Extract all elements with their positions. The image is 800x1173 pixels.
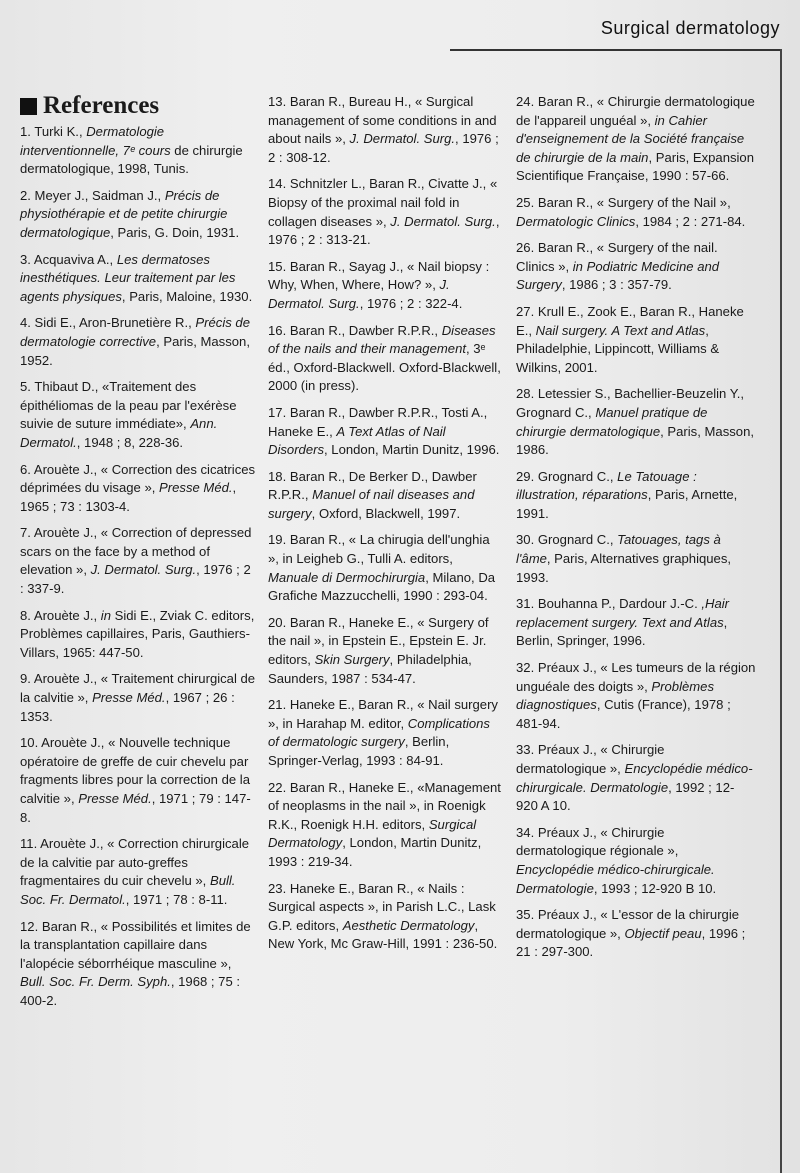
reference-text-part: 1. Turki K., <box>20 124 87 139</box>
reference-text-part: 22. Baran R., Haneke E., «Management of neoplasms in the nail », in Roenigk R.K., Roenigk H.H. editors, <box>268 779 501 832</box>
reference-text-part: 2. Meyer J., Saidman J., <box>20 187 165 203</box>
reference-text-part: 27. Krull E., Zook E., Baran R., Haneke E., <box>516 303 744 338</box>
reference-italic-part: Complications of dermatologic surgery <box>268 715 490 750</box>
reference-entry <box>516 741 756 815</box>
reference-text-part: 5. Thibaut D., «Traitement des épithéliomas de la peau par l'exérèse suivie de suture immédiate», <box>20 379 237 432</box>
reference-text-part: 33. Préaux J., « Chirurgie dermatologique », <box>516 742 665 776</box>
reference-entry <box>268 258 504 314</box>
reference-entry <box>20 734 256 827</box>
reference-text-part: 26. Baran R., « Surgery of the nail. Clinics », <box>516 240 718 274</box>
reference-text-part: 9. Arouète J., « Traitement chirurgical de la calvitie », <box>20 671 256 706</box>
reference-text-part: , Paris, Arnette, 1991. <box>516 487 738 521</box>
reference-text-part: , 3ᵉ éd., Oxford-Blackwell. Oxford-Blackwell, 2000 (in press). <box>268 341 501 394</box>
reference-entry <box>268 93 504 167</box>
reference-italic-part: Problèmes diagnostiques <box>516 678 715 713</box>
reference-text-part: , 1996 ; 21 : 297-300. <box>516 925 746 960</box>
reference-italic-part: Skin Surgery <box>314 652 390 668</box>
reference-italic-part: in <box>100 607 111 623</box>
reference-italic-part: Précis de physiothérapie et de petite chirurgie dermatologique <box>20 187 228 240</box>
reference-text-part: , 1976 ; 2 : 308-12. <box>268 131 499 165</box>
reference-italic-part: J. Dermatol. Surg. <box>390 213 496 229</box>
reference-list <box>268 93 504 954</box>
reference-italic-part: Précis de dermatologie corrective <box>20 315 250 349</box>
reference-text-part: , Paris, Masson, 1986. <box>516 423 754 458</box>
reference-entry <box>20 670 256 726</box>
reference-entry <box>516 468 756 524</box>
reference-text-part: , Philadelphia, Saunders, 1987 : 534-47. <box>268 652 472 686</box>
reference-text-part: 3. Acquaviva A., <box>20 251 117 267</box>
reference-italic-part: Bull. Soc. Fr. Dermatol. <box>20 873 236 907</box>
reference-entry <box>268 531 504 605</box>
reference-text-part: 14. Schnitzler L., Baran R., Civatte J., « Biopsy of the proximal nail fold in collagen diseases », <box>268 176 498 229</box>
reference-entry <box>516 93 756 186</box>
references-column-2 <box>268 93 504 962</box>
reference-italic-part: Tatouages, tags à l'âme <box>516 532 721 567</box>
reference-italic-part: in Podiatric Medicine and Surgery <box>516 258 720 293</box>
reference-text-part: , Paris, Expansion Scientifique Française, 1990 : 57-66. <box>516 149 754 184</box>
reference-entry <box>516 239 756 295</box>
reference-italic-part: Encyclopédie médico-chirurgicale. Dermatologie <box>516 861 715 896</box>
reference-entry <box>268 696 504 770</box>
reference-italic-part: Dermatologic Clinics <box>516 213 636 229</box>
reference-text-part: de chirurgie dermatologique, 1998, Tunis. <box>20 142 243 177</box>
references-column-3 <box>516 93 756 970</box>
reference-text-part: 20. Baran R., Haneke E., « Surgery of the nail », in Epstein E., Epstein E. Jr. editors, <box>268 614 489 668</box>
reference-entry <box>268 468 504 524</box>
reference-text-part: , Berlin, Springer-Verlag, 1993 : 84-91. <box>268 734 450 768</box>
reference-text-part: 31. Bouhanna P., Dardour J.-C. <box>516 596 702 612</box>
reference-text-part: , 1992 ; 12-920 A 10. <box>516 779 735 814</box>
reference-text-part: , Berlin, Springer, 1996. <box>516 614 728 649</box>
reference-text-part: , London, Martin Dunitz, 1993 : 219-34. <box>268 835 482 869</box>
reference-text-part: 23. Haneke E., Baran R., « Nails : Surgical aspects », in Parish L.C., Lask G.P. editors, <box>268 880 496 933</box>
reference-entry <box>20 524 256 598</box>
reference-italic-part: Aesthetic Dermatology <box>342 917 475 933</box>
reference-text-part: 28. Letessier S., Bachellier-Beuzelin Y., Grognard C., <box>516 386 745 420</box>
reference-italic-part: Manuel pratique de chirurgie dermatologique <box>516 404 708 439</box>
reference-text-part: 8. Arouète J., <box>20 607 101 623</box>
reference-entry <box>268 322 504 396</box>
reference-text-part: 15. Baran R., Sayag J., « Nail biopsy : Why, When, Where, How? », <box>268 258 490 293</box>
reference-italic-part: Objectif peau <box>624 925 702 941</box>
reference-text-part: , New York, Mc Graw-Hill, 1991 : 236-50. <box>268 917 498 952</box>
reference-text-part: 19. Baran R., « La chirugia dell'unghia », in Leigheb G., Tulli A. editors, <box>268 532 490 567</box>
reference-text-part: 34. Préaux J., « Chirurgie dermatologique régionale », <box>516 824 679 859</box>
reference-text-part: , 1968 ; 75 : 400-2. <box>20 974 241 1008</box>
reference-text-part: 16. Baran R., Dawber R.P.R., <box>268 322 442 338</box>
reference-text-part: , 1984 ; 2 : 271-84. <box>635 213 746 229</box>
reference-italic-part: Bull. Soc. Fr. Derm. Syph. <box>20 974 171 990</box>
reference-entry <box>516 824 756 898</box>
reference-text-part: , 1976 ; 2 : 313-21. <box>268 213 500 248</box>
reference-entry <box>268 779 504 872</box>
reference-text-part: , Paris, Maloine, 1930. <box>121 288 253 304</box>
reference-entry <box>268 614 504 688</box>
reference-entry <box>516 906 756 962</box>
reference-text-part: , Milano, Da Grafiche Mazzucchelli, 1990 : 293-04. <box>268 569 496 604</box>
reference-italic-part: A Text Atlas of Nail Disorders <box>268 423 446 458</box>
reference-entry <box>20 378 256 452</box>
reference-italic-part: Surgical Dermatology <box>268 816 477 851</box>
reference-italic-part: Presse Méd. <box>159 480 233 496</box>
reference-list <box>20 123 256 1011</box>
reference-text-part: 18. Baran R., De Berker D., Dawber R.P.R., <box>268 468 477 503</box>
reference-entry <box>20 835 256 909</box>
reference-italic-part: ,Hair replacement surgery. Text and Atlas <box>516 596 730 630</box>
reference-entry <box>516 595 756 651</box>
reference-text-part: , 1965 ; 73 : 1303-4. <box>20 480 237 514</box>
running-head: Surgical dermatology <box>600 18 780 38</box>
reference-entry <box>20 314 256 370</box>
reference-text-part: 10. Arouète J., « Nouvelle technique opératoire de greffe de cuir chevelu par fragments libres pour la correction de la calvitie », <box>20 735 250 806</box>
reference-entry <box>516 303 756 377</box>
reference-entry <box>20 123 256 179</box>
reference-text-part: , 1986 ; 3 : 357-79. <box>561 277 672 293</box>
reference-entry <box>516 531 756 587</box>
reference-text-part: , 1967 ; 26 : 1353. <box>20 690 235 724</box>
reference-italic-part: Manuale di Dermochirurgia <box>268 569 426 585</box>
reference-text-part: 30. Grognard C., <box>516 532 618 548</box>
reference-italic-part: Ann. Dermatol. <box>20 416 218 450</box>
reference-italic-part: J. Dermatol. Surg. <box>90 562 197 578</box>
reference-text-part: 32. Préaux J., « Les tumeurs de la région unguéale des doigts », <box>516 660 756 694</box>
reference-text-part: 12. Baran R., « Possibilités et limites de la transplantation capillaire dans l'alopécie séborrhéique masculine », <box>20 918 251 971</box>
reference-italic-part: J. Dermatol. Surg. <box>268 277 450 311</box>
reference-text-part: 17. Baran R., Dawber R.P.R., Tosti A., Haneke E., <box>268 404 488 439</box>
reference-italic-part: Presse Méd. <box>92 690 166 706</box>
reference-text-part: , Paris, G. Doin, 1931. <box>110 224 240 240</box>
reference-entry <box>268 880 504 954</box>
reference-text-part: 6. Arouète J., « Correction des cicatrices déprimées du visage », <box>20 461 256 496</box>
section-heading <box>20 93 256 119</box>
reference-italic-part: Le Tatouage : illustration, réparations <box>516 468 697 503</box>
reference-text-part: , Paris, Masson, 1952. <box>20 333 250 368</box>
reference-entry <box>268 404 504 460</box>
reference-entry <box>516 659 756 733</box>
reference-italic-part: Nail surgery. A Text and Atlas <box>535 322 706 338</box>
reference-text-part: 4. Sidi E., Aron-Brunetière R., <box>20 315 196 331</box>
page-edge-rule <box>780 49 782 1173</box>
reference-entry <box>516 194 756 231</box>
reference-text-part: 7. Arouète J., « Correction of depressed scars on the face by a method of elevation », <box>20 525 252 578</box>
reference-entry <box>268 175 504 249</box>
reference-entry <box>20 251 256 307</box>
reference-italic-part: J. Dermatol. Surg. <box>349 131 456 147</box>
reference-text-part: , 1971 ; 78 : 8-11. <box>125 891 228 907</box>
reference-text-part: , 1976 ; 2 : 322-4. <box>359 295 463 311</box>
reference-italic-part: Manuel of nail diseases and surgery <box>268 487 475 521</box>
reference-text-part: , Oxford, Blackwell, 1997. <box>311 505 461 521</box>
reference-text-part: 35. Préaux J., « L'essor de la chirurgie dermatologique », <box>516 907 740 941</box>
reference-text-part: 21. Haneke E., Baran R., « Nail surgery », in Harahap M. editor, <box>268 697 498 731</box>
reference-entry <box>20 461 256 517</box>
reference-text-part: 11. Arouète J., « Correction chirurgicale de la calvitie par auto-greffes fragmentaires du cuir chevelu », <box>20 836 250 889</box>
reference-text-part: Sidi E., Zviak C. editors, Problèmes capillaires, Paris, Gauthiers-Villars, 1965: 447-50. <box>20 607 255 660</box>
reference-text-part: , 1948 ; 8, 228-36. <box>76 434 184 450</box>
reference-italic-part: Dermatologie interventionnelle, 7ᵉ cours <box>20 124 171 158</box>
reference-text-part: , London, Martin Dunitz, 1996. <box>324 442 500 458</box>
reference-text-part: 13. Baran R., Bureau H., « Surgical management of some conditions in and about nails », <box>268 94 497 147</box>
square-bullet-icon <box>20 98 37 115</box>
reference-italic-part: Encyclopédie médico-chirurgicale. Dermatologie <box>516 761 753 795</box>
reference-text-part: 24. Baran R., « Chirurgie dermatologique de l'appareil unguéal », <box>516 94 755 128</box>
reference-entry <box>20 187 256 243</box>
reference-text-part: , 1976 ; 2 : 337-9. <box>20 562 251 597</box>
reference-text-part: , 1993 ; 12-920 B 10. <box>593 880 717 896</box>
references-column-1 <box>20 93 256 1019</box>
reference-entry <box>516 385 756 459</box>
header-rule <box>450 49 780 51</box>
reference-text-part: 29. Grognard C., <box>516 468 618 484</box>
reference-text-part: , Philadelphie, Lippincott, Williams & Wilkins, 2001. <box>516 322 720 375</box>
reference-italic-part: in Cahier d'enseignement de la Société française de chirurgie de la main <box>516 112 745 165</box>
reference-text-part: , Cutis (France), 1978 ; 481-94. <box>516 697 731 731</box>
reference-text-part: , 1971 ; 79 : 147-8. <box>20 791 251 825</box>
reference-italic-part: Presse Méd. <box>78 791 152 806</box>
reference-italic-part: Diseases of the nails and their management <box>268 322 496 357</box>
reference-text-part: , Paris, Alternatives graphiques, 1993. <box>516 551 732 585</box>
reference-text-part: 25. Baran R., « Surgery of the Nail », <box>516 194 731 210</box>
section-title: References <box>43 92 160 119</box>
reference-italic-part: Les dermatoses inesthétiques. Leur traitement par les agents physiques <box>20 251 236 304</box>
reference-entry <box>20 607 256 663</box>
reference-list <box>516 93 756 962</box>
reference-entry <box>20 918 256 1011</box>
